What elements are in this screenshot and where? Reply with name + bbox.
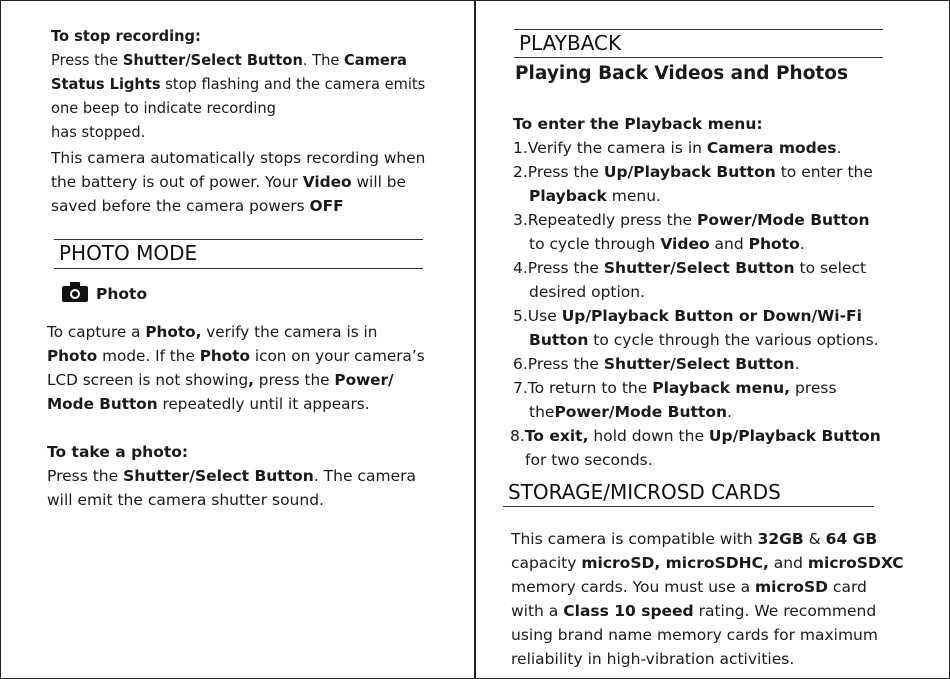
text-bold: microSD — [755, 578, 828, 596]
text-bold: Photo, — [145, 323, 202, 341]
text-bold: Up/Playback Button — [708, 427, 881, 445]
text: menu. — [606, 187, 661, 205]
text-bold: Power/Mode Button — [696, 211, 870, 229]
text: 1.Verify the camera is in — [513, 139, 707, 157]
text: LCD screen is not showing — [47, 371, 249, 389]
text-bold: microSD, microSDHC, — [581, 554, 769, 572]
text-bold: Playback menu, — [652, 379, 791, 397]
text-bold: Class 10 speed — [563, 602, 694, 620]
auto-stop-section — [51, 146, 425, 218]
text-bold: Photo — [199, 347, 250, 365]
text: one beep to indicate recording — [51, 99, 276, 117]
heading-text: PLAYBACK — [519, 31, 622, 55]
text-bold: Shutter/Select Button — [603, 259, 795, 277]
photo-label: Photo — [96, 285, 148, 303]
text: to cycle through — [529, 235, 661, 253]
subheading-text: Playing Back Videos and Photos — [515, 63, 848, 84]
text: 7.To return to the — [513, 379, 653, 397]
text: memory cards. You must use a — [511, 578, 756, 596]
stop-recording-title: To stop recording: — [51, 27, 201, 45]
text: This camera automatically stops recording when — [51, 149, 426, 167]
text-bold: Power/ — [334, 371, 394, 389]
text-bold: 64 GB — [825, 530, 878, 548]
text-bold: Shutter/Select Button — [122, 51, 303, 69]
text: This camera is compatible with — [511, 530, 758, 548]
text-bold: Camera modes — [706, 139, 837, 157]
text: 3.Repeatedly press the — [513, 211, 697, 229]
playback-heading — [514, 29, 883, 58]
text: hold down the — [588, 427, 709, 445]
text: press — [790, 379, 837, 397]
text-bold: Mode Button — [47, 395, 158, 413]
text: rating. We recommend — [693, 602, 877, 620]
text-bold: Photo — [47, 347, 98, 365]
stop-recording-section — [51, 24, 425, 144]
text-bold: Camera — [344, 51, 407, 69]
take-photo-title: To take a photo: — [47, 443, 189, 461]
text: reliability in high-vibration activities. — [511, 650, 795, 668]
text: to select — [794, 259, 867, 277]
text: verify the camera is in — [201, 323, 378, 341]
column-divider — [474, 0, 476, 679]
take-photo-section — [47, 440, 416, 512]
playback-steps — [510, 112, 881, 472]
text: stop flashing and the camera emits — [160, 75, 426, 93]
text: and — [768, 554, 808, 572]
text: capacity — [511, 554, 582, 572]
text: and — [709, 235, 749, 253]
text: repeatedly until it appears. — [157, 395, 370, 413]
text-bold: To exit, — [524, 427, 589, 445]
text: To capture a — [47, 323, 146, 341]
text: with a — [511, 602, 564, 620]
text-bold: Video — [302, 173, 352, 191]
photo-mode-heading — [54, 239, 423, 269]
text: & — [803, 530, 826, 548]
text: . The — [302, 51, 345, 69]
text-bold: Up/Playback Button — [603, 163, 776, 181]
text-bold: OFF — [309, 197, 344, 215]
text: 6.Press the — [513, 355, 604, 373]
text-bold: Button — [529, 331, 589, 349]
text: card — [828, 578, 867, 596]
text: . — [836, 139, 842, 157]
camera-icon — [62, 282, 88, 309]
capture-photo-section — [47, 320, 425, 416]
text-bold: Shutter/Select Button — [123, 467, 314, 485]
text-bold: Power/Mode Button — [554, 403, 728, 421]
text: saved before the camera powers — [51, 197, 310, 215]
text: Press the — [51, 51, 123, 69]
text-bold: Playback — [529, 187, 607, 205]
text: icon on your camera’s — [249, 347, 425, 365]
text: for two seconds. — [525, 451, 653, 469]
text: 8. — [510, 427, 525, 445]
text: press the — [253, 371, 335, 389]
text: the — [529, 403, 555, 421]
text: 4.Press the — [513, 259, 604, 277]
text: . — [794, 355, 800, 373]
playback-subheading — [515, 63, 848, 84]
text: . — [727, 403, 732, 421]
text-bold: Up/Playback Button or Down/Wi-Fi — [561, 307, 862, 325]
text-bold: , — [248, 371, 254, 389]
storage-section — [511, 527, 904, 671]
text: desired option. — [529, 283, 646, 301]
text: mode. If the — [97, 347, 200, 365]
text: will emit the camera shutter sound. — [47, 491, 324, 509]
text-bold: Shutter/Select Button — [603, 355, 795, 373]
text: the battery is out of power. Your — [51, 173, 303, 191]
enter-playback-title: To enter the Playback menu: — [513, 115, 763, 133]
text: to enter the — [775, 163, 873, 181]
text-bold: Photo — [748, 235, 800, 253]
text: has stopped. — [51, 123, 146, 141]
text: will be — [351, 173, 406, 191]
heading-text: STORAGE/MICROSD CARDS — [508, 480, 781, 504]
storage-heading — [503, 479, 874, 507]
text: to cycle through the various options. — [588, 331, 879, 349]
text-bold: Status Lights — [51, 75, 161, 93]
text: . The camera — [313, 467, 416, 485]
text: 2.Press the — [513, 163, 604, 181]
text: . — [799, 235, 805, 253]
photo-mode-label — [62, 282, 147, 309]
text: 5.Use — [513, 307, 562, 325]
text: using brand name memory cards for maximum — [511, 626, 878, 644]
text-bold: microSDXC — [807, 554, 904, 572]
heading-text: PHOTO MODE — [59, 241, 198, 265]
text-bold: Video — [660, 235, 710, 253]
text: Press the — [47, 467, 124, 485]
text-bold: 32GB — [757, 530, 804, 548]
